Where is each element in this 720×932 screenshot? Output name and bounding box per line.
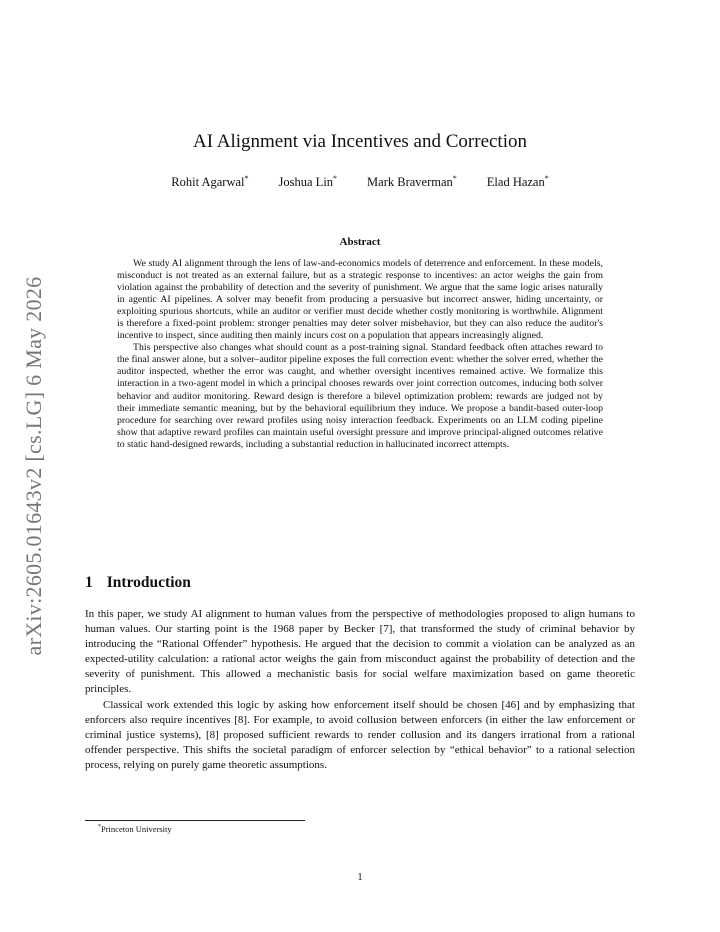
author-name: Mark Braverman xyxy=(367,175,453,190)
page-number: 1 xyxy=(357,872,363,883)
author-name: Rohit Agarwal xyxy=(171,175,245,190)
author xyxy=(367,174,457,190)
author xyxy=(487,174,549,190)
body-paragraph: In this paper, we study AI alignment to human values from the perspective of methodologies proposed to align humans to human values. Our starting point is the 1968 paper by Becker [7], that transformed the study of criminal behavior by introducing the “Rational Offender” hypothesis. He argued that the decision to commit a violation can be analyzed as an expected-utility calculation: a rational actor weighs the gain from misconduct against the probability of detection and the severity of punishment. This allowed a mechanistic basis for social welfare maximization based on game theoretic principles. xyxy=(85,608,635,696)
abstract-paragraph: We study AI alignment through the lens of law-and-economics models of deterrence and enforcement. In these models, misconduct is not treated as an external failure, but as a strategic response to incentives: an actor weighs the gain from violation against the probability of detection and the severity of punishment. We argue that the same logic arises naturally in agentic AI pipelines. A solver may benefit from producing a persuasive but incorrect answer, hiding uncertainty, or exploiting spurious shortcuts, while an auditor or verifier must decide whether costly monitoring is worthwhile. Alignment is therefore a fixed-point problem: stronger penalties may deter solver misbehavior, but they can also reduce the auditor's incentive to inspect, since auditing then mainly incurs cost on a population that appears increasingly aligned. xyxy=(117,258,603,342)
abstract xyxy=(117,258,603,451)
author xyxy=(171,174,248,190)
body-paragraph: Classical work extended this logic by asking how enforcement itself should be chosen [46] and by emphasizing that enforcers also require incentives [8]. For example, to avoid collusion between enforcers (in either the law enforcement or criminal justice systems), [8] proposed sufficient rewards to render collusion and its dangers irrational from a rational offender perspective. This shifts the societal paradigm of enforcer selection by “ethical behavior” to a rational selection process, relying on purely game theoretic assumptions. xyxy=(85,698,635,771)
section-title: Introduction xyxy=(106,574,191,591)
section-body xyxy=(85,607,635,773)
author-name: Joshua Lin xyxy=(278,175,334,190)
author-affiliation-mark: * xyxy=(544,174,549,183)
author-name: Elad Hazan xyxy=(486,175,545,190)
author xyxy=(279,174,338,190)
footnote-divider xyxy=(85,820,305,821)
arxiv-identifier: arXiv:2605.01643v2 [cs.LG] 6 May 2026 xyxy=(21,276,46,656)
abstract-paragraph: This perspective also changes what should count as a post-training signal. Standard feedback often attaches reward to the final answer alone, but a solver–auditor pipeline exposes the full correction event: whether the solver erred, whether the auditor inspected, whether the error was caught, and whether oversight incentives remained active. We formalize this interaction in a two-agent model in which a principal chooses rewards over joint correction outcomes, inducing both solver behavior and auditor monitoring. Reward design is therefore a bilevel optimization problem: rewards are judged not by their immediate semantic meaning, but by the behavioral equilibrium they induce. We propose a bandit-based outer-loop procedure for searching over reward profiles using noisy interaction feedback. Experiments on an LLM coding pipeline show that adaptive reward profiles can maintain useful oversight pressure and improve principal-aligned outcomes relative to static hand-designed rewards, including a substantial reduction in hallucinated incorrect attempts. xyxy=(117,342,603,450)
footnote-mark: * xyxy=(98,824,101,831)
paper-title: AI Alignment via Incentives and Correction xyxy=(193,131,527,152)
author-list xyxy=(0,174,720,190)
footnote xyxy=(98,824,172,834)
abstract-heading: Abstract xyxy=(339,236,381,248)
section-number: 1 xyxy=(85,574,93,591)
author-affiliation-mark: * xyxy=(452,174,457,183)
section-heading xyxy=(85,574,191,592)
author-affiliation-mark: * xyxy=(333,174,338,183)
author-affiliation-mark: * xyxy=(244,174,249,183)
footnote-text: Princeton University xyxy=(101,824,172,834)
